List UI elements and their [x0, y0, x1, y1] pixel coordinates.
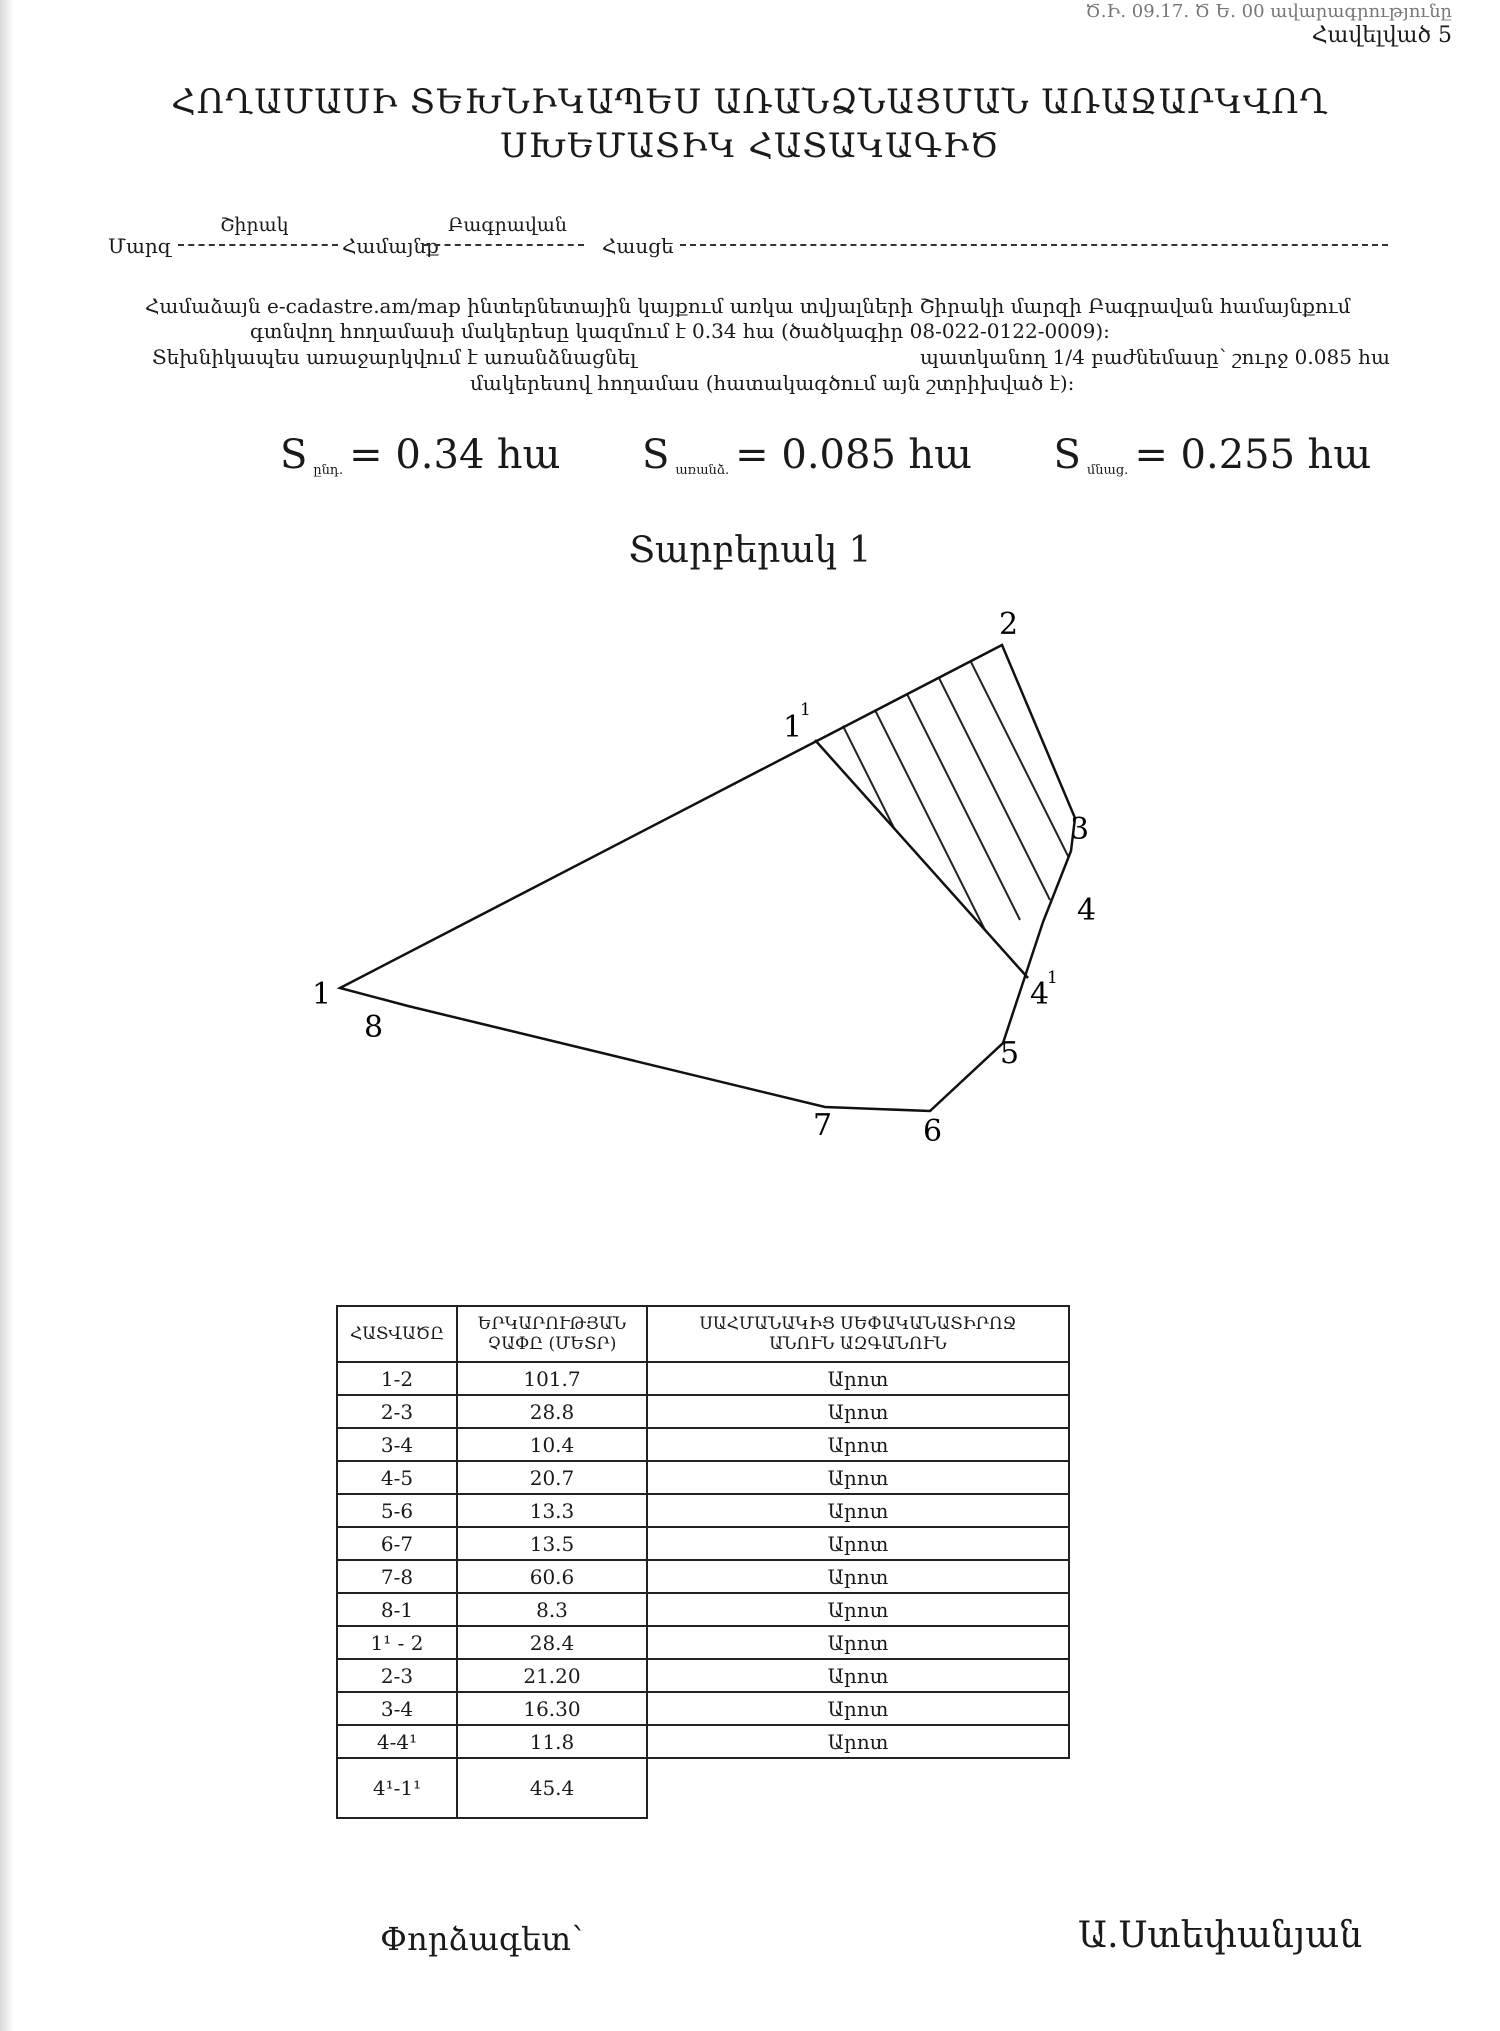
- table-row: 2-3 28.8 Արոտ: [337, 1395, 1069, 1428]
- plan-label-4-1: 4: [1030, 977, 1050, 1012]
- plan-label-6: 6: [923, 1114, 943, 1149]
- plan-label-7: 7: [813, 1108, 833, 1143]
- marz-value: Շիրակ: [220, 214, 289, 236]
- description-line3b: պատկանող 1/4 բաժնեմասը՝ շուրջ 0.085 հա: [920, 345, 1390, 369]
- table-row: 5-6 13.3 Արոտ: [337, 1494, 1069, 1527]
- expert-name: Ա.Ստեփանյան: [1078, 1915, 1363, 1956]
- description-line4: մակերեսով հողամաս (հատակագծում այն շտրիխված է):: [470, 371, 1075, 395]
- plan-label-1-1-sup: 1: [800, 700, 811, 720]
- plan-label-4: 4: [1077, 893, 1097, 928]
- table-row: 4-4¹ 11.8 Արոտ: [337, 1725, 1069, 1758]
- document-title-line2: ՍԽԵՄԱՏԻԿ ՀԱՏԱԿԱԳԻԾ: [500, 126, 1000, 166]
- hamaynk-label: Համայնք: [342, 234, 439, 258]
- annex-note-line1: Ծ.Ի. 09.17. Ծ Ե. 00 ավարագրությունը: [1085, 1, 1452, 22]
- plan-label-1-1: 1: [783, 710, 803, 745]
- header-length: ԵՐԿԱՐՈՒԹՅԱՆ ՉԱՓԸ (ՄԵՏՐ): [457, 1306, 647, 1362]
- table-row: 3-4 16.30 Արոտ: [337, 1692, 1069, 1725]
- plan-label-2: 2: [999, 607, 1019, 642]
- expert-label: Փորձագետ՝: [380, 1920, 583, 1958]
- table-row: 1-2 101.7 Արոտ: [337, 1362, 1069, 1395]
- s-separated: S $_{առանձ.}$ = 0.085 հա: [641, 432, 972, 478]
- description-line1: Համաձայն e-cadastre.am/map ինտերնետային կայքում առկա տվյալների Շիրակի մարզի Բագրավան համայնքում: [145, 294, 1351, 318]
- table-row: 8-1 8.3 Արոտ: [337, 1593, 1069, 1626]
- table-row: 7-8 60.6 Արոտ: [337, 1560, 1069, 1593]
- plan-label-5: 5: [1000, 1036, 1020, 1071]
- land-plot-outline: [340, 645, 1075, 1111]
- marz-label: Մարզ: [108, 234, 172, 258]
- hasce-label: Հասցե: [602, 234, 674, 258]
- description-line2: գտնվող հողամասի մակերեսը կազմում է 0.34 հա (ծածկագիր 08-022-0122-0009):: [250, 319, 1110, 343]
- plan-label-1: 1: [312, 977, 332, 1012]
- table-row: 4¹-1¹ 45.4: [337, 1758, 1069, 1818]
- header-segment: ՀԱՏՎԱԾԸ: [337, 1306, 457, 1362]
- annex-number: Հավելված 5: [1311, 23, 1452, 48]
- table-row: 1¹ - 2 28.4 Արոտ: [337, 1626, 1069, 1659]
- division-line: [815, 740, 1028, 978]
- plan-label-3: 3: [1070, 812, 1090, 847]
- table-header-row: [337, 1306, 1069, 1362]
- s-remaining: S $_{մնաց.}$ = 0.255 հա: [1053, 432, 1372, 478]
- header-neighbour: ՍԱՀՄԱՆԱԿԻՑ ՍԵՓԱԿԱՆԱՏԻՐՈՋ ԱՆՈՒՆ ԱԶԳԱՆՈՒՆ: [647, 1306, 1069, 1362]
- hamaynk-value: Բագրավան: [448, 214, 567, 236]
- segments-table: [336, 1305, 1070, 1819]
- separated-area-hatch: [750, 600, 1150, 1020]
- table-row: 6-7 13.5 Արոտ: [337, 1527, 1069, 1560]
- plan-label-4-1-sup: 1: [1047, 968, 1058, 988]
- plan-label-8: 8: [364, 1010, 384, 1045]
- variant-title: Տարբերակ 1: [628, 530, 872, 571]
- table-row: 3-4 10.4 Արոտ: [337, 1428, 1069, 1461]
- s-total: S $_{ընդ.}$ = 0.34 հա: [280, 432, 561, 478]
- table-row: 4-5 20.7 Արոտ: [337, 1461, 1069, 1494]
- description-line3a: Տեխնիկապես առաջարկվում է առանձնացնել: [152, 345, 637, 369]
- document-title-line1: ՀՈՂԱՄԱՍԻ ՏԵԽՆԻԿԱՊԵՍ ԱՌԱՆՁՆԱՑՄԱՆ ԱՌԱՋԱՐԿՎՈՂ: [171, 82, 1329, 122]
- table-row: 2-3 21.20 Արոտ: [337, 1659, 1069, 1692]
